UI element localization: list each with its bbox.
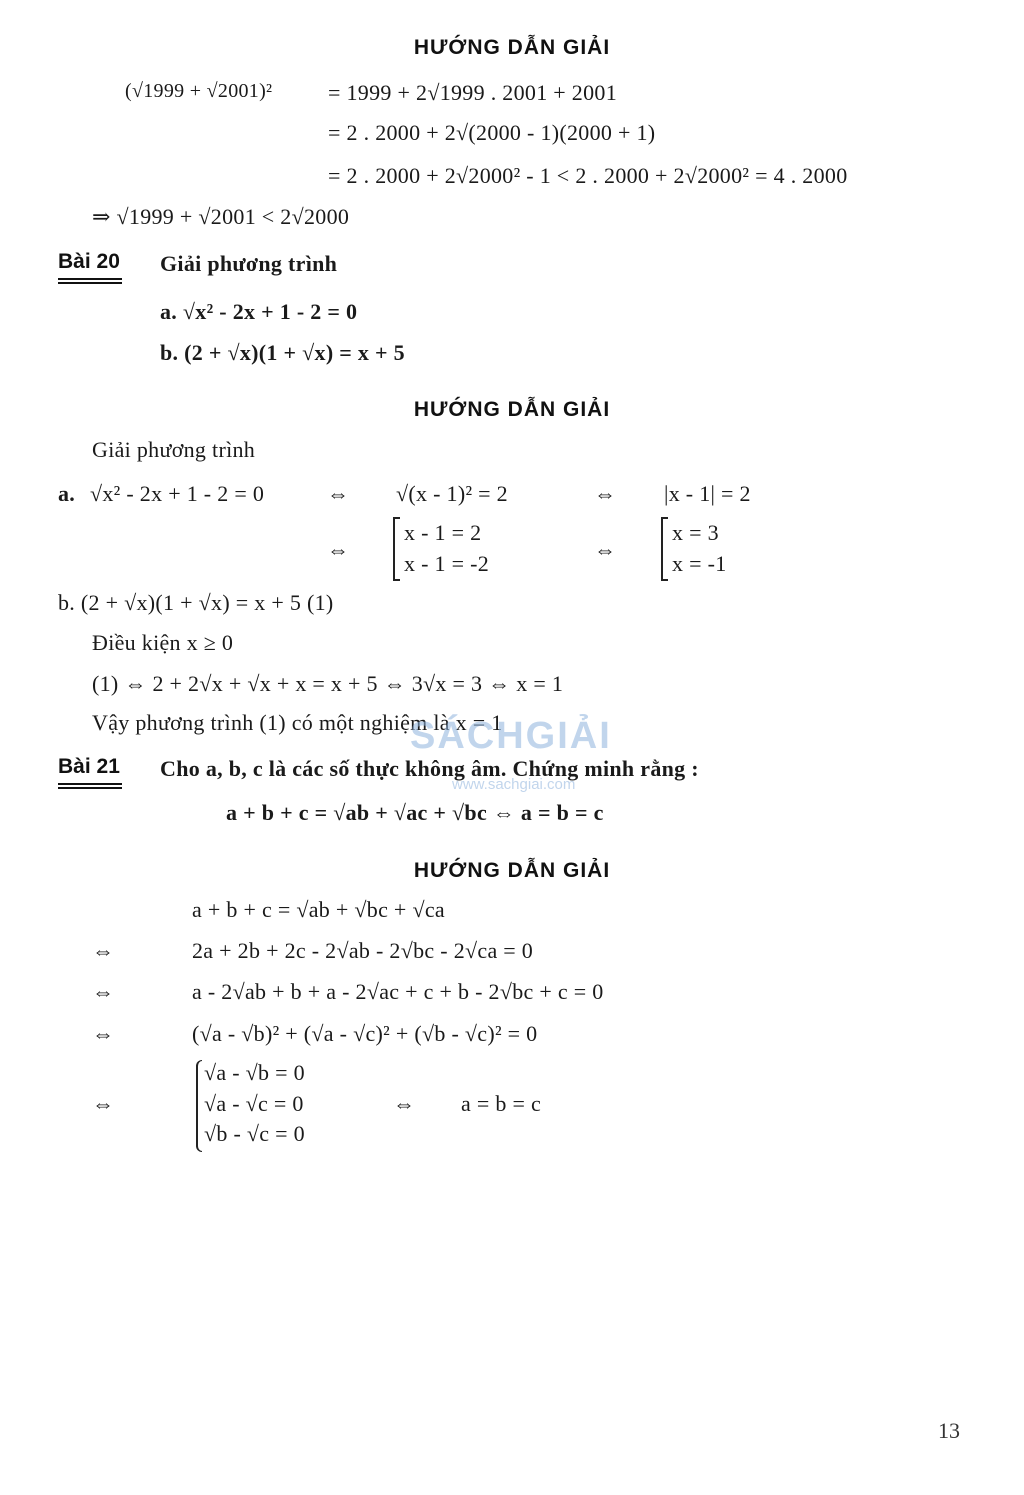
sol21-final: a = b = c	[461, 1091, 542, 1116]
sol20-intro: Giải phương trình	[92, 437, 256, 462]
sol20-case2-bottom: x = -1	[672, 551, 727, 576]
sol20-a-label: a.	[58, 481, 76, 506]
sol20-a-step2: |x - 1| = 2	[664, 481, 751, 506]
sol19-line1-right: = 1999 + 2√1999 . 2001 + 2001	[328, 80, 617, 105]
watermark-url: www.sachgiai.com	[452, 776, 576, 793]
solution-heading-3: HƯỚNG DẪN GIẢI	[413, 859, 611, 882]
sol21-system-1: √a - √b = 0	[204, 1060, 305, 1085]
sol20-case1-top: x - 1 = 2	[404, 520, 482, 545]
bai21-label: Bài 21	[58, 755, 120, 778]
watermark-logo: SÁCHGIẢI	[410, 715, 612, 757]
bai21-statement: a + b + c = √ab + √ac + √bc ⇔ a = b = c	[226, 800, 604, 825]
case-bracket-2	[661, 517, 668, 581]
bai20-label: Bài 20	[58, 250, 120, 273]
sol19-line1-left: (√1999 + √2001)²	[125, 80, 273, 102]
sol20-a-step1: √(x - 1)² = 2	[396, 481, 508, 506]
bai20-part-a: a. √x² - 2x + 1 - 2 = 0	[160, 299, 358, 324]
page-number: 13	[938, 1418, 960, 1443]
sol21-line2: 2a + 2b + 2c - 2√ab - 2√bc - 2√ca = 0	[192, 938, 534, 963]
sol21-line1: a + b + c = √ab + √bc + √ca	[192, 897, 445, 922]
solution-heading-2: HƯỚNG DẪN GIẢI	[413, 398, 611, 421]
bai20-underline	[58, 278, 122, 280]
system-brace	[196, 1060, 202, 1152]
bai20-part-b: b. (2 + √x)(1 + √x) = x + 5	[160, 340, 405, 365]
bai21-prompt: Cho a, b, c là các số thực không âm. Chứng minh rằng :	[160, 756, 699, 781]
sol19-line4: ⇒ √1999 + √2001 < 2√2000	[92, 204, 350, 229]
sol20-a-iff-2: ⇔	[594, 481, 617, 506]
solution-heading-1: HƯỚNG DẪN GIẢI	[413, 36, 611, 59]
sol20-a-iff-4: ⇔	[594, 537, 617, 562]
sol20-case1-bottom: x - 1 = -2	[404, 551, 490, 576]
bai20-prompt: Giải phương trình	[160, 251, 338, 276]
sol20-condition: Điều kiện x ≥ 0	[92, 630, 234, 655]
sol19-line2: = 2 . 2000 + 2√(2000 - 1)(2000 + 1)	[328, 120, 656, 145]
sol21-iff-4: ⇔	[92, 1091, 115, 1116]
sol20-a-iff-3: ⇔	[327, 537, 350, 562]
sol21-line3: a - 2√ab + b + a - 2√ac + c + b - 2√bc + c = 0	[192, 979, 604, 1004]
bai21-underline	[58, 783, 122, 785]
sol21-iff-3: ⇔	[92, 1021, 115, 1046]
sol19-line3: = 2 . 2000 + 2√2000² - 1 < 2 . 2000 + 2√2000² = 4 . 2000	[328, 163, 848, 188]
case-bracket-1	[393, 517, 400, 581]
sol20-case2-top: x = 3	[672, 520, 719, 545]
sol20-a-iff-1: ⇔	[327, 481, 350, 506]
sol20-b-chain: (1) ⇔ 2 + 2√x + √x + x = x + 5 ⇔ 3√x = 3 ⇔ x = 1	[92, 671, 564, 696]
sol21-system-2: √a - √c = 0	[204, 1091, 304, 1116]
sol20-b-eq: b. (2 + √x)(1 + √x) = x + 5 (1)	[58, 590, 334, 615]
sol21-system-3: √b - √c = 0	[204, 1121, 305, 1146]
sol21-iff-2: ⇔	[92, 979, 115, 1004]
sol20-conclusion: Vậy phương trình (1) có một nghiệm là x = 1	[92, 710, 503, 735]
sol20-a-eq: √x² - 2x + 1 - 2 = 0	[90, 481, 265, 506]
sol21-iff-5: ⇔	[393, 1091, 416, 1116]
sol21-line4: (√a - √b)² + (√a - √c)² + (√b - √c)² = 0	[192, 1021, 538, 1046]
sol21-iff-1: ⇔	[92, 938, 115, 963]
